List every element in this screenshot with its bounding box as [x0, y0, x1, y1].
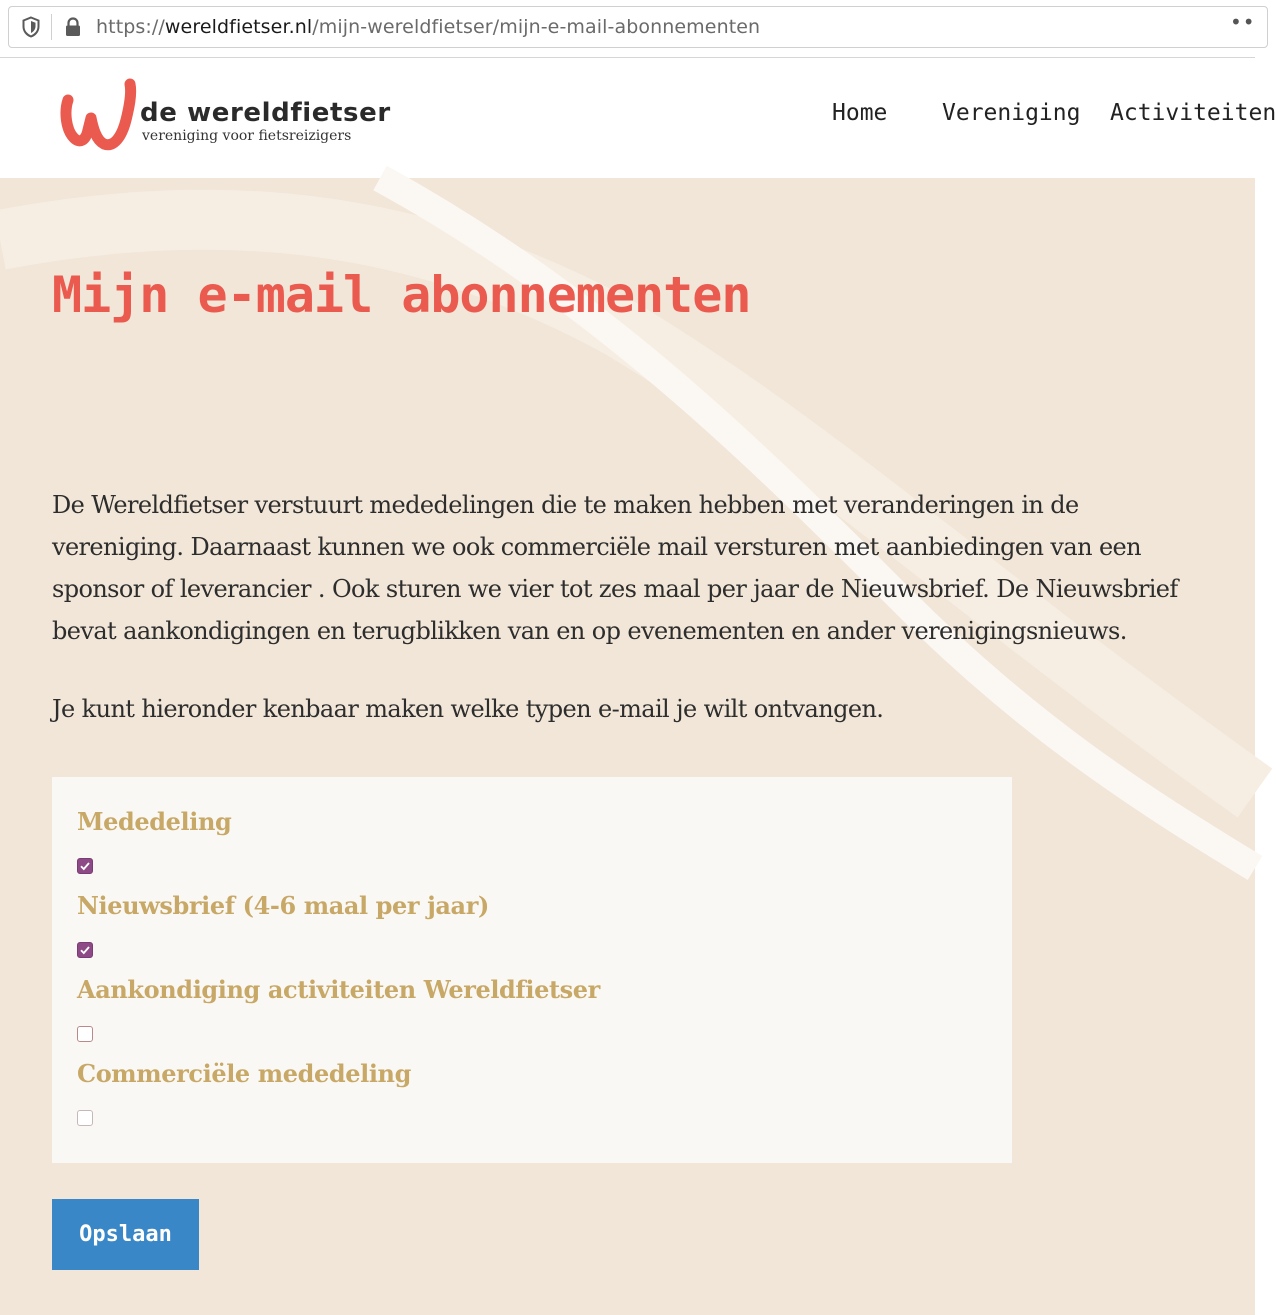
lock-icon[interactable]	[64, 17, 82, 37]
url-text[interactable]	[96, 16, 760, 38]
address-bar[interactable]	[8, 6, 1268, 48]
nav-item-activiteiten[interactable]: Activiteiten	[1110, 100, 1276, 126]
nav-item-home[interactable]: Home	[832, 100, 888, 126]
nav-item-vereniging[interactable]: Vereniging	[942, 100, 1081, 126]
main-content	[0, 178, 1255, 1315]
option-label-mededeling: Mededeling	[77, 807, 232, 836]
url-path: /mijn-wereldfietser/mijn-e-mail-abonnementen	[312, 16, 761, 38]
browser-toolbar	[0, 0, 1255, 58]
intro-paragraph: De Wereldfietser verstuurt mededelingen die te maken hebben met veranderingen in de vereniging. Daarnaast kunnen we ook commerciële mail versturen met aanbiedingen van een sponsor of leverancier . Ook sturen we vier tot zes maal per jaar de Nieuwsbrief. De Nieuwsbrief bevat aankondigingen en terugblikken van en op evenementen en ander verenigingsnieuws.	[52, 491, 1178, 645]
option-label-commercieel: Commerciële mededeling	[77, 1059, 411, 1088]
checkbox-mededeling[interactable]	[77, 858, 93, 874]
option-label-aankondiging: Aankondiging activiteiten Wereldfietser	[77, 975, 600, 1004]
address-bar-divider	[51, 14, 52, 40]
checkmark-icon	[79, 860, 91, 872]
site-header	[0, 58, 1276, 178]
option-label-nieuwsbrief: Nieuwsbrief (4-6 maal per jaar)	[77, 891, 489, 920]
url-domain: wereldfietser.nl	[164, 16, 313, 38]
instruction-paragraph: Je kunt hieronder kenbaar maken welke typen e-mail je wilt ontvangen.	[52, 695, 884, 723]
checkbox-aankondiging[interactable]	[77, 1026, 93, 1042]
checkmark-icon	[79, 944, 91, 956]
main-nav	[0, 100, 1276, 136]
shield-icon[interactable]	[21, 16, 41, 38]
url-scheme: https://	[96, 16, 165, 38]
checkbox-nieuwsbrief[interactable]	[77, 942, 93, 958]
checkbox-commercieel[interactable]	[77, 1110, 93, 1126]
save-button[interactable]: Opslaan	[52, 1199, 199, 1270]
more-icon[interactable]: ••	[1230, 10, 1256, 34]
page-title: Mijn e-mail abonnementen	[52, 266, 751, 324]
logo-tagline: vereniging voor fietsreizigers	[142, 128, 352, 144]
subscription-form	[52, 777, 1012, 1163]
logo-name: de wereldfietser	[140, 98, 391, 128]
